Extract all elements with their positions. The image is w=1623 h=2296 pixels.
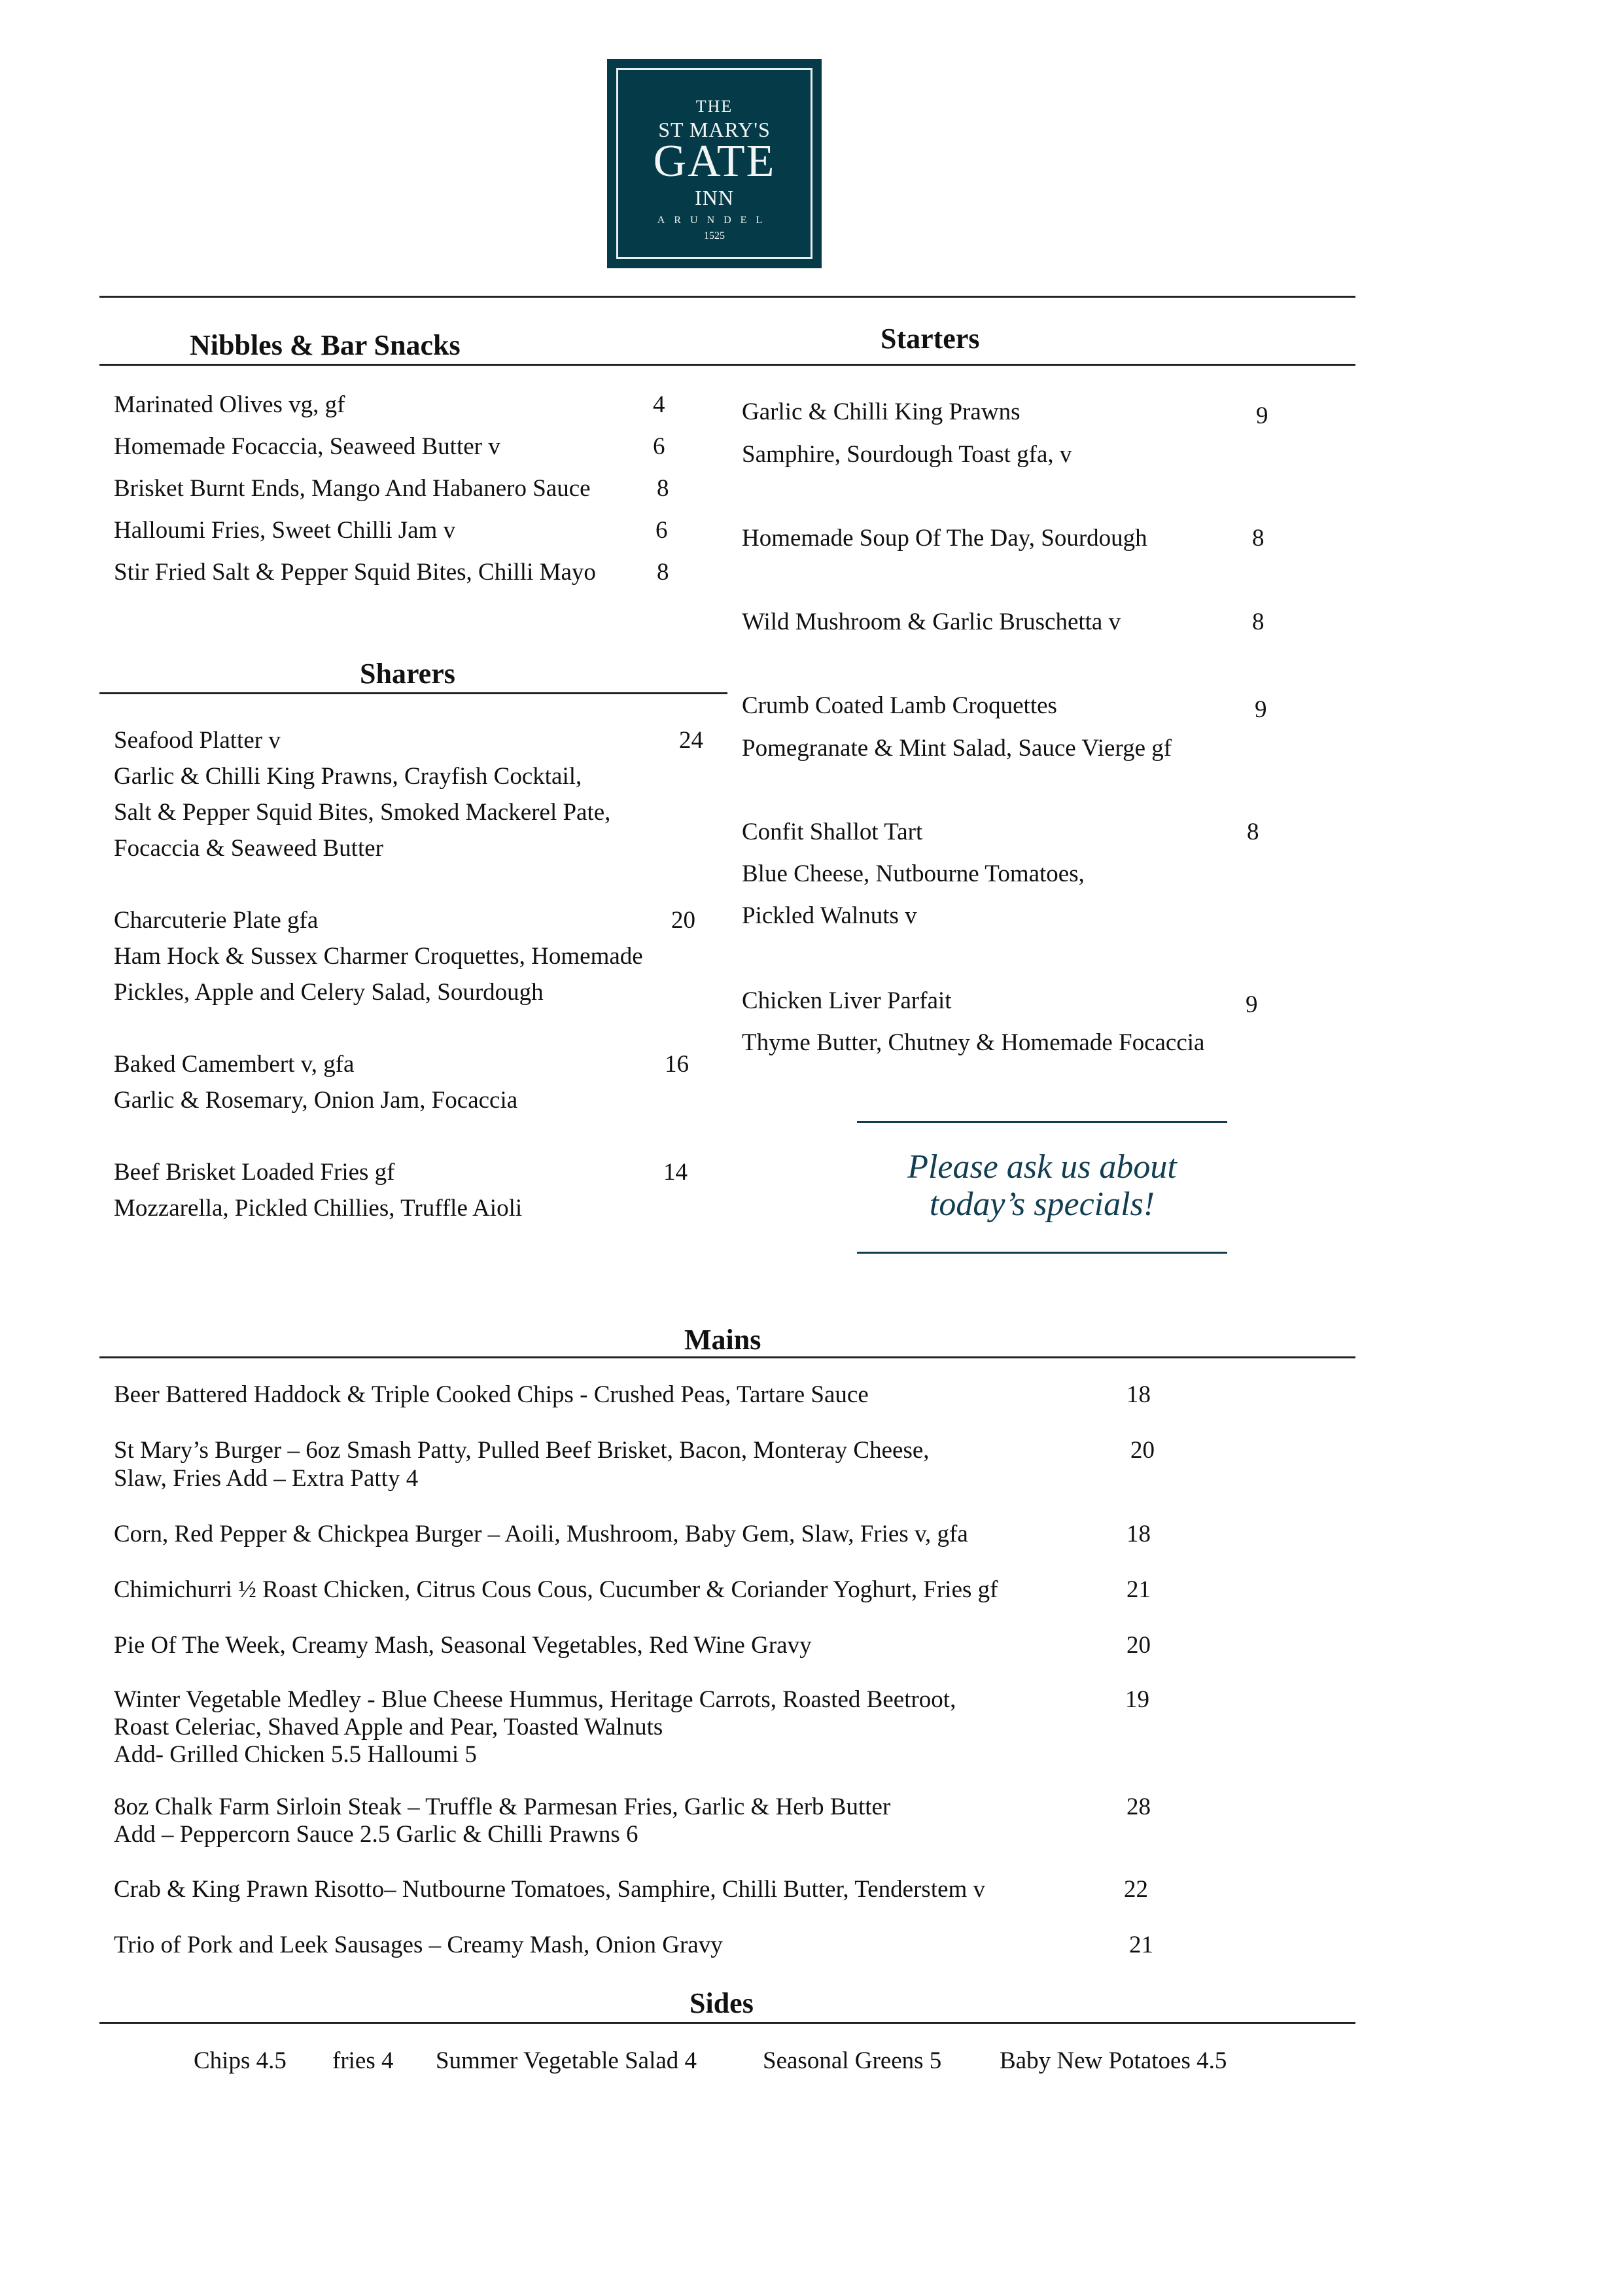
logo xyxy=(607,59,822,268)
mains-item-line: Trio of Pork and Leek Sausages – Creamy Mash, Onion Gravy xyxy=(114,1932,723,1958)
logo-line-inn: INN xyxy=(695,186,734,209)
nibbles-item-name: Halloumi Fries, Sweet Chilli Jam v xyxy=(114,517,456,544)
sharers-item-name: Seafood Platter v xyxy=(114,727,281,754)
mains-item-price: 20 xyxy=(1126,1632,1151,1659)
specials-line-2: today’s specials! xyxy=(929,1186,1155,1223)
mains-item-price: 18 xyxy=(1126,1521,1151,1547)
sharers-item-price: 16 xyxy=(665,1051,689,1078)
sides-item: fries 4 xyxy=(332,2047,394,2074)
mains-item-line: Slaw, Fries Add – Extra Patty 4 xyxy=(114,1465,419,1492)
specials-line-1: Please ask us about xyxy=(907,1148,1177,1186)
nibbles-item-price: 8 xyxy=(657,475,669,502)
nibbles-title: Nibbles & Bar Snacks xyxy=(190,329,461,361)
starters-item-name: Homemade Soup Of The Day, Sourdough xyxy=(742,525,1147,552)
mains-item-line: Corn, Red Pepper & Chickpea Burger – Aoili, Mushroom, Baby Gem, Slaw, Fries v, gfa xyxy=(114,1521,968,1547)
specials-top-rule xyxy=(857,1121,1227,1123)
sharers-item-name: Baked Camembert v, gfa xyxy=(114,1051,355,1078)
sides-item: Seasonal Greens 5 xyxy=(763,2047,942,2074)
mains-title: Mains xyxy=(684,1324,761,1356)
starters-item-price: 8 xyxy=(1252,609,1265,635)
mains-item-line: Winter Vegetable Medley - Blue Cheese Hummus, Heritage Carrots, Roasted Beetroot, xyxy=(114,1686,956,1713)
starters-item-name: Wild Mushroom & Garlic Bruschetta v xyxy=(742,609,1121,635)
starters-item-name: Garlic & Chilli King Prawns xyxy=(742,398,1021,425)
sides-item: Chips 4.5 xyxy=(194,2047,287,2074)
nibbles-item-name: Stir Fried Salt & Pepper Squid Bites, Chilli Mayo xyxy=(114,559,596,586)
nibbles-item-name: Brisket Burnt Ends, Mango And Habanero Sauce xyxy=(114,475,591,502)
starters-item-price: 9 xyxy=(1246,991,1258,1018)
mains-item-price: 19 xyxy=(1125,1686,1149,1713)
sharers-rule xyxy=(99,692,727,694)
sharers-item-desc: Pickles, Apple and Celery Salad, Sourdough xyxy=(114,979,544,1006)
sharers-item-name: Charcuterie Plate gfa xyxy=(114,907,319,934)
nibbles-item-price: 8 xyxy=(657,559,669,586)
mains-item-price: 21 xyxy=(1126,1576,1151,1603)
mains-item-line: Chimichurri ½ Roast Chicken, Citrus Cous Cous, Cucumber & Coriander Yoghurt, Fries gf xyxy=(114,1576,998,1603)
nibbles-item-name: Marinated Olives vg, gf xyxy=(114,391,345,418)
sharers-item-desc: Ham Hock & Sussex Charmer Croquettes, Homemade xyxy=(114,943,643,970)
starters-item-desc: Thyme Butter, Chutney & Homemade Focaccia xyxy=(742,1029,1205,1056)
sharers-item-desc: Focaccia & Seaweed Butter xyxy=(114,835,383,862)
starters-item-desc: Pickled Walnuts v xyxy=(742,902,917,929)
sharers-item-price: 24 xyxy=(679,727,703,754)
sides-rule xyxy=(99,2022,1355,2024)
mains-item-line: 8oz Chalk Farm Sirloin Steak – Truffle & Parmesan Fries, Garlic & Herb Butter xyxy=(114,1793,891,1820)
nibbles-rule xyxy=(99,364,727,366)
sharers-item-desc: Mozzarella, Pickled Chillies, Truffle Aioli xyxy=(114,1195,523,1222)
nibbles-item-price: 6 xyxy=(653,433,665,460)
nibbles-item-name: Homemade Focaccia, Seaweed Butter v xyxy=(114,433,500,460)
logo-line-the: THE xyxy=(695,97,733,116)
starters-item-price: 8 xyxy=(1252,525,1265,552)
mains-item-price: 20 xyxy=(1130,1437,1155,1464)
starters-item-price: 9 xyxy=(1255,696,1267,723)
top-rule xyxy=(99,296,1355,298)
mains-rule xyxy=(99,1356,1355,1358)
sharers-item-name: Beef Brisket Loaded Fries gf xyxy=(114,1159,395,1186)
sharers-item-price: 14 xyxy=(663,1159,688,1186)
starters-item-price: 8 xyxy=(1247,819,1259,845)
sides-item: Baby New Potatoes 4.5 xyxy=(1000,2047,1227,2074)
starters-title: Starters xyxy=(881,323,980,355)
sides-item: Summer Vegetable Salad 4 xyxy=(436,2047,697,2074)
sharers-item-desc: Salt & Pepper Squid Bites, Smoked Mackerel Pate, xyxy=(114,799,611,826)
sharers-item-price: 20 xyxy=(671,907,695,934)
starters-item-desc: Blue Cheese, Nutbourne Tomatoes, xyxy=(742,860,1085,887)
nibbles-item-price: 6 xyxy=(655,517,668,544)
mains-item-line: Add – Peppercorn Sauce 2.5 Garlic & Chilli Prawns 6 xyxy=(114,1821,638,1848)
sharers-item-desc: Garlic & Chilli King Prawns, Crayfish Cocktail, xyxy=(114,763,582,790)
starters-item-desc: Samphire, Sourdough Toast gfa, v xyxy=(742,441,1072,468)
mains-item-line: Add- Grilled Chicken 5.5 Halloumi 5 xyxy=(114,1741,477,1768)
specials-bottom-rule xyxy=(857,1252,1227,1254)
mains-item-line: Crab & King Prawn Risotto– Nutbourne Tomatoes, Samphire, Chilli Butter, Tenderstem v xyxy=(114,1876,986,1903)
logo-line-st-marys: ST MARY'S xyxy=(658,118,771,141)
sharers-item-desc: Garlic & Rosemary, Onion Jam, Focaccia xyxy=(114,1087,518,1114)
logo-line-gate: GATE xyxy=(653,136,776,186)
mains-item-line: St Mary’s Burger – 6oz Smash Patty, Pulled Beef Brisket, Bacon, Monteray Cheese, xyxy=(114,1437,930,1464)
sharers-title: Sharers xyxy=(360,658,455,690)
starters-rule xyxy=(727,364,1355,366)
starters-item-name: Chicken Liver Parfait xyxy=(742,987,952,1014)
mains-item-price: 22 xyxy=(1124,1876,1148,1903)
mains-item-price: 18 xyxy=(1126,1381,1151,1408)
mains-item-price: 21 xyxy=(1129,1932,1153,1958)
logo-line-year: 1525 xyxy=(704,230,725,241)
nibbles-item-price: 4 xyxy=(653,391,665,418)
starters-item-price: 9 xyxy=(1256,402,1268,429)
mains-item-line: Roast Celeriac, Shaved Apple and Pear, Toasted Walnuts xyxy=(114,1714,663,1740)
mains-item-line: Pie Of The Week, Creamy Mash, Seasonal Vegetables, Red Wine Gravy xyxy=(114,1632,812,1659)
mains-item-price: 28 xyxy=(1126,1793,1151,1820)
starters-item-name: Crumb Coated Lamb Croquettes xyxy=(742,692,1057,719)
starters-item-name: Confit Shallot Tart xyxy=(742,819,923,845)
mains-item-line: Beer Battered Haddock & Triple Cooked Chips - Crushed Peas, Tartare Sauce xyxy=(114,1381,869,1408)
starters-item-desc: Pomegranate & Mint Salad, Sauce Vierge gf xyxy=(742,735,1172,762)
logo-line-arundel: ARUNDEL xyxy=(657,215,772,226)
sides-title: Sides xyxy=(689,1987,754,2019)
